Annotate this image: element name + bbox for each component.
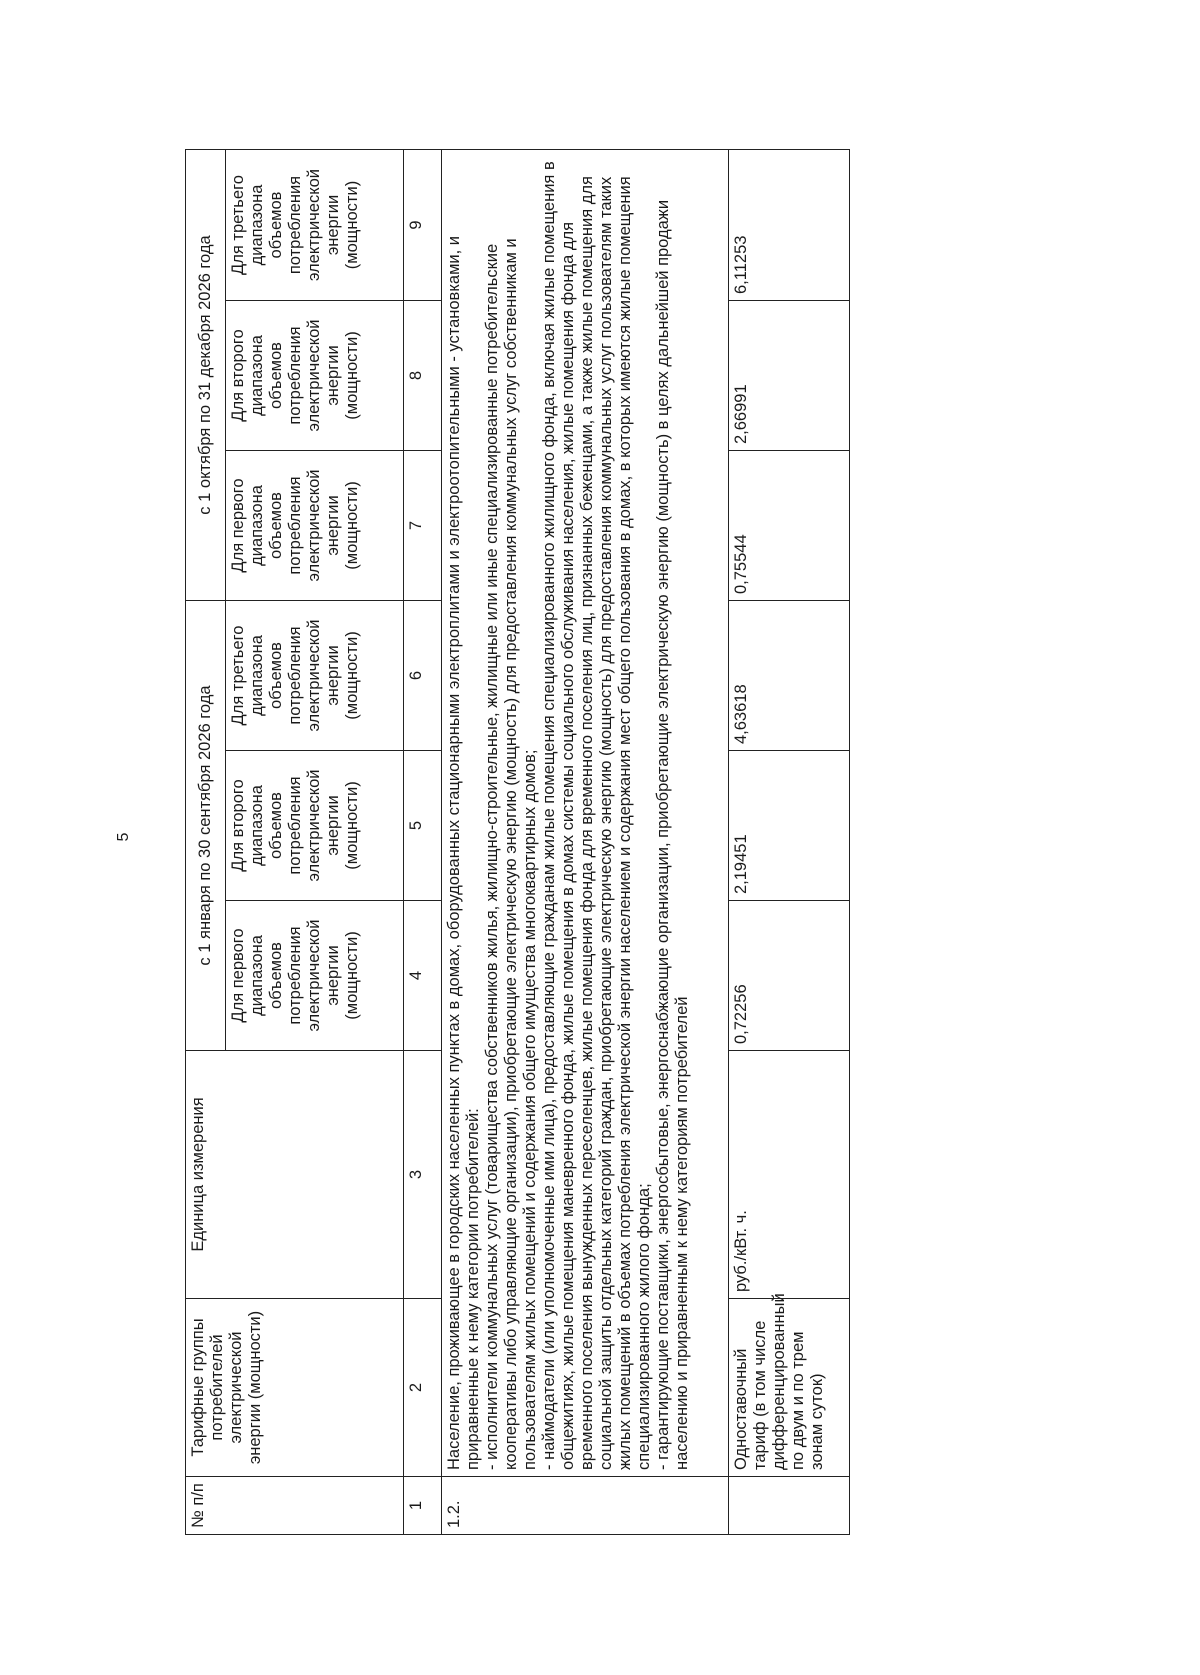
row-value: 2,66991 bbox=[728, 301, 849, 451]
section-paragraph: - наймодатели (или уполномоченные ими лица), предоставляющие гражданам жилые помещения специализированного жилищного фонда, включая жилые помещения в общежитиях, жилые помещения маневренного фонда, жилые помещения в домах системы социального обслуживания населения, жилые помещения фонда для временного поселения вынужденных переселенцев, жилые помещения фонда для временного поселения лиц, признанных беженцами, а также жилые помещения для социальной защиты отдельных категорий граждан, приобретающие электрическую энергию (мощность) для предоставления коммунальных услуг пользователям таких жилых помещений в объемах потребления электрической энергии населением и содержания мест общего пользования в домах, в которых имеются жилые помещения специализированного жилого фонда; bbox=[539, 161, 653, 1470]
row-value: 0,72256 bbox=[728, 901, 849, 1051]
column-number: 6 bbox=[403, 601, 441, 751]
header-range-1-q4: Для первого диапазона объемов потребления электрической энергии (мощности) bbox=[225, 451, 403, 601]
header-range-3-q4: Для третьего диапазона объемов потребления электрической энергии (мощности) bbox=[225, 150, 403, 301]
section-row bbox=[441, 150, 728, 1535]
column-number: 8 bbox=[403, 301, 441, 451]
column-number: 4 bbox=[403, 901, 441, 1051]
section-paragraph: - гарантирующие поставщики, энергосбытовые, энергоснабжающие организации, приобретающие электрическую энергию (мощность) в целях дальнейшей продажи населению и приравненным к нему категориям потребителей bbox=[653, 199, 691, 1470]
header-no: № п/п bbox=[186, 1477, 404, 1535]
header-unit: Единица измерения bbox=[186, 1051, 404, 1299]
column-number: 7 bbox=[403, 451, 441, 601]
row-value: 6,11253 bbox=[728, 150, 849, 301]
rotated-table-container bbox=[185, 150, 850, 1535]
column-number: 1 bbox=[403, 1477, 441, 1535]
row-tariff-group: Одноставочный тариф (в том числе дифференцированный по двум и по трем зонам суток) bbox=[728, 1299, 849, 1477]
row-number bbox=[728, 1477, 849, 1535]
page-number: 5 bbox=[115, 832, 132, 842]
row-value: 0,75544 bbox=[728, 451, 849, 601]
tariff-table bbox=[185, 149, 850, 1535]
header-range-2: Для второго диапазона объемов потребления электрической энергии (мощности) bbox=[225, 751, 403, 901]
row-unit: руб./кВт. ч. bbox=[728, 1051, 849, 1299]
header-range-2-q4: Для второго диапазона объемов потребления электрической энергии (мощности) bbox=[225, 301, 403, 451]
header-range-1: Для первого диапазона объемов потребления электрической энергии (мощности) bbox=[225, 901, 403, 1051]
section-paragraph: Население, проживающее в городских населенных пунктах в домах, оборудованных стационарными электроплитами и электроотопительными - установками, и приравненные к нему категории потребителей: bbox=[444, 235, 482, 1470]
section-number: 1.2. bbox=[441, 1477, 728, 1535]
section-paragraph: - исполнители коммунальных услуг (товарищества собственников жилья, жилищно-строительные, жилищные или иные специализированные потребительские кооперативы либо управляющие организации), приобретающие электрическую энергию (мощность) для предоставления коммунальных услуг собственникам и пользователям жилых помещений и содержания общего имущества многоквартирных домов; bbox=[482, 238, 539, 1470]
row-value: 4,63618 bbox=[728, 601, 849, 751]
section-description bbox=[441, 150, 728, 1477]
header-tariff-group: Тарифные группы потребителей электрической энергии (мощности) bbox=[186, 1299, 404, 1477]
column-numbers-row bbox=[403, 150, 441, 1535]
header-period-1: с 1 января по 30 сентября 2026 года bbox=[186, 601, 226, 1051]
table-row bbox=[728, 150, 849, 1535]
header-range-3: Для третьего диапазона объемов потребления электрической энергии (мощности) bbox=[225, 601, 403, 751]
header-period-2: с 1 октября по 31 декабря 2026 года bbox=[186, 150, 226, 601]
column-number: 9 bbox=[403, 150, 441, 301]
column-number: 2 bbox=[403, 1299, 441, 1477]
row-value: 2,19451 bbox=[728, 751, 849, 901]
column-number: 5 bbox=[403, 751, 441, 901]
column-number: 3 bbox=[403, 1051, 441, 1299]
